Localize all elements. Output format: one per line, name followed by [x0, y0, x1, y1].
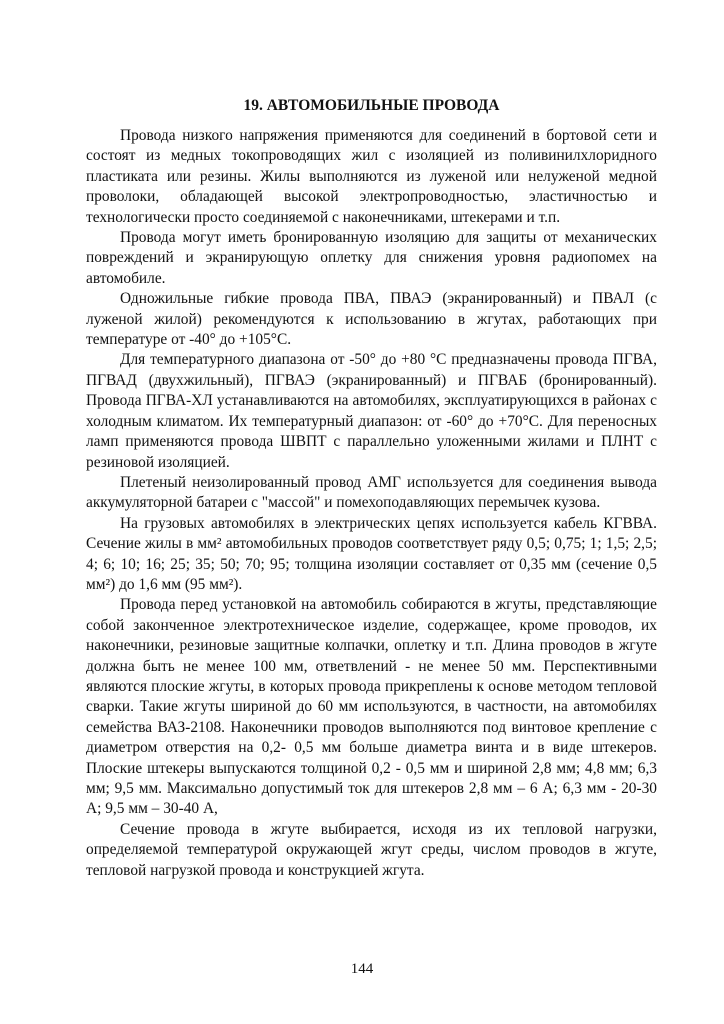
paragraph-trucks: На грузовых автомобилях в электрических цепях используется кабель КГВВА. Сечение жилы в мм² автомобильных проводов соответствует ряду 0,5; 0,75; 1; 1,5; 2,5; 4; 6; 10; 16; 25; 35; 50; 70; 95; толщина изоляции составляет от 0,35 мм (сечение 0,5 мм²) до 1,6 мм (95 мм²).	[86, 514, 657, 593]
page-title: 19. АВТОМОБИЛЬНЫЕ ПРОВОДА	[243, 97, 500, 114]
paragraph-cross-section: Сечение провода в жгуте выбирается, исходя из их тепловой нагрузки, определяемой температурой окружающей жгут среды, числом проводов в жгуте, тепловой нагрузкой провода и конструкцией жгута.	[86, 820, 657, 879]
paragraph-intro: Провода низкого напряжения применяются для соединений в бортовой сети и состоят из медных токопроводящих жил с изоляцией из поливинилхлоридного пластиката или резины. Жилы выполняются из луженой или нелуженой медной проволоки, обладающей высокой электропроводностью, эластичностью и технологически просто соединяемой с наконечниками, штекерами и т.п.	[86, 127, 657, 226]
paragraph-braided-wire: Плетеный неизолированный провод АМГ используется для соединения вывода аккумуляторной батареи с "массой" и помехоподавляющих перемычек кузова.	[86, 473, 657, 512]
paragraph-single-core: Одножильные гибкие провода ПВА, ПВАЭ (экранированный) и ПВАЛ (с луженой жилой) рекомендуются к использованию в жгутах, работающих при температуре от -40° до +105°С.	[86, 290, 657, 349]
page-number: 144	[350, 961, 374, 977]
page-content	[86, 96, 657, 881]
paragraph-temperature-range: Для температурного диапазона от -50° до +80 °С предназначены провода ПГВА, ПГВАД (двухжильный), ПГВАЭ (экранированный) и ПГВАБ (бронированный). Провода ПГВА-ХЛ устанавливаются на автомобилях, эксплуатирующихся в районах с холодным климатом. Их температурный диапазон: от -60° до +70°С. Для переносных ламп применяются провода ШВПТ с параллельно уложенными жилами и ПЛНТ с резиновой изоляцией.	[86, 351, 657, 471]
paragraph-harnesses: Провода перед установкой на автомобиль собираются в жгуты, представляющие собой законченное электротехническое изделие, содержащее, кроме проводов, их наконечники, резиновые защитные колпачки, оплетку и т.п. Длина проводов в жгуте должна быть не менее 100 мм, ответвлений - не менее 50 мм. Перспективными являются плоские жгуты, в которых провода прикреплены к основе методом тепловой сварки. Такие жгуты шириной до 60 мм используются, в частности, на автомобилях семейства ВАЗ-2108. Наконечники проводов выполняются под винтовое крепление с диаметром отверстия на 0,2- 0,5 мм больше диаметра винта и в виде штекеров. Плоские штекеры выпускаются толщиной 0,2 - 0,5 мм и шириной 2,8 мм; 4,8 мм; 6,3 мм; 9,5 мм. Максимально допустимый ток для штекеров 2,8 мм – 6 А; 6,3 мм - 20-30 А; 9,5 мм – 30-40 А,	[86, 596, 657, 818]
paragraph-armor: Провода могут иметь бронированную изоляцию для защиты от механических повреждений и экранирующую оплетку для снижения уровня радиопомех на автомобиле.	[86, 229, 657, 287]
